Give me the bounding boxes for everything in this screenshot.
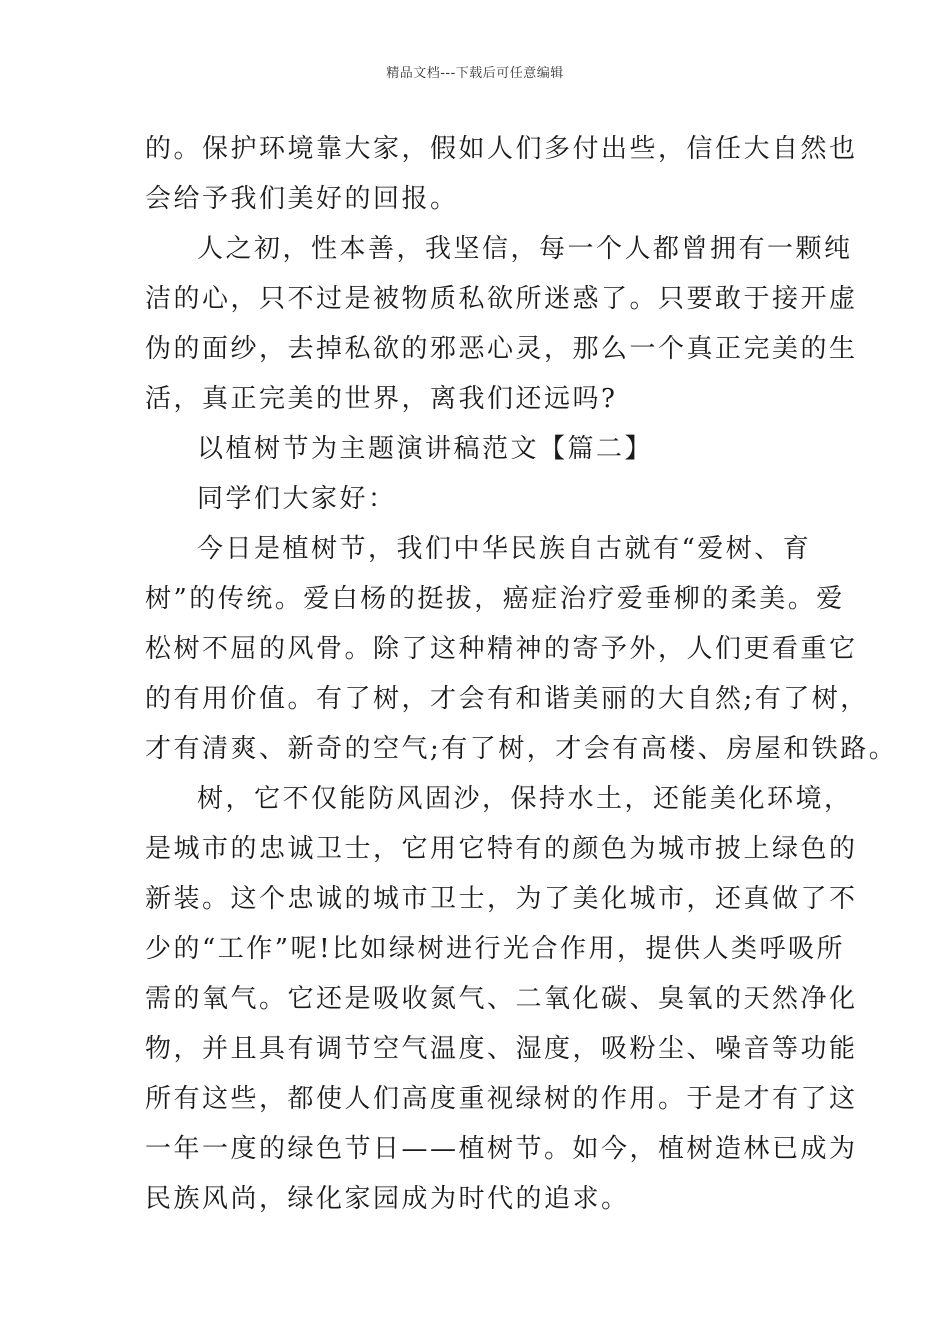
body-line: 才有清爽、新奇的空气;有了树，才会有高楼、房屋和铁路。 — [145, 734, 898, 764]
body-line: 活，真正完美的世界，离我们还远吗? — [145, 384, 618, 414]
body-line: 的。保护环境靠大家，假如人们多付出些，信任大自然也 — [145, 134, 858, 164]
body-line: 一年一度的绿色节日——植树节。如今，植树造林已成为 — [145, 1134, 858, 1164]
body-line: 民族风尚，绿化家园成为时代的追求。 — [145, 1184, 630, 1214]
section-title: 以植树节为主题演讲稿范文【篇二】 — [197, 434, 654, 464]
body-line: 是城市的忠诚卫士，它用它特有的颜色为城市披上绿色的 — [145, 834, 858, 864]
paragraph-start-line: 今日是植树节，我们中华民族自古就有“爱树、育 — [197, 534, 812, 564]
paragraph-start-line: 树，它不仅能防风固沙，保持水土，还能美化环境， — [197, 784, 853, 814]
body-line: 少的“工作”呢!比如绿树进行光合作用，提供人类呼吸所 — [145, 934, 846, 964]
body-line: 物，并且具有调节空气温度、湿度，吸粉尘、噪音等功能 — [145, 1034, 858, 1064]
body-line: 松树不屈的风骨。除了这种精神的寄予外，人们更看重它 — [145, 634, 858, 664]
body-line: 洁的心，只不过是被物质私欲所迷惑了。只要敢于接开虚 — [145, 284, 858, 314]
body-line: 需的氧气。它还是吸收氮气、二氧化碳、臭氧的天然净化 — [145, 984, 858, 1014]
body-line: 伪的面纱，去掉私欲的邪恶心灵，那么一个真正完美的生 — [145, 334, 858, 364]
paragraph-start-line: 人之初，性本善，我坚信，每一个人都曾拥有一颗纯 — [197, 234, 853, 264]
body-line: 新装。这个忠诚的城市卫士，为了美化城市，还真做了不 — [145, 884, 858, 914]
body-line: 所有这些，都使人们高度重视绿树的作用。于是才有了这 — [145, 1084, 858, 1114]
page-header: 精品文档---下载后可任意编辑 — [386, 66, 564, 81]
body-line: 会给予我们美好的回报。 — [145, 184, 459, 214]
body-line: 的有用价值。有了树，才会有和谐美丽的大自然;有了树， — [145, 684, 869, 714]
greeting-line: 同学们大家好： — [197, 484, 397, 514]
body-line: 树”的传统。爱白杨的挺拔，癌症治疗爱垂柳的柔美。爱 — [145, 584, 845, 614]
